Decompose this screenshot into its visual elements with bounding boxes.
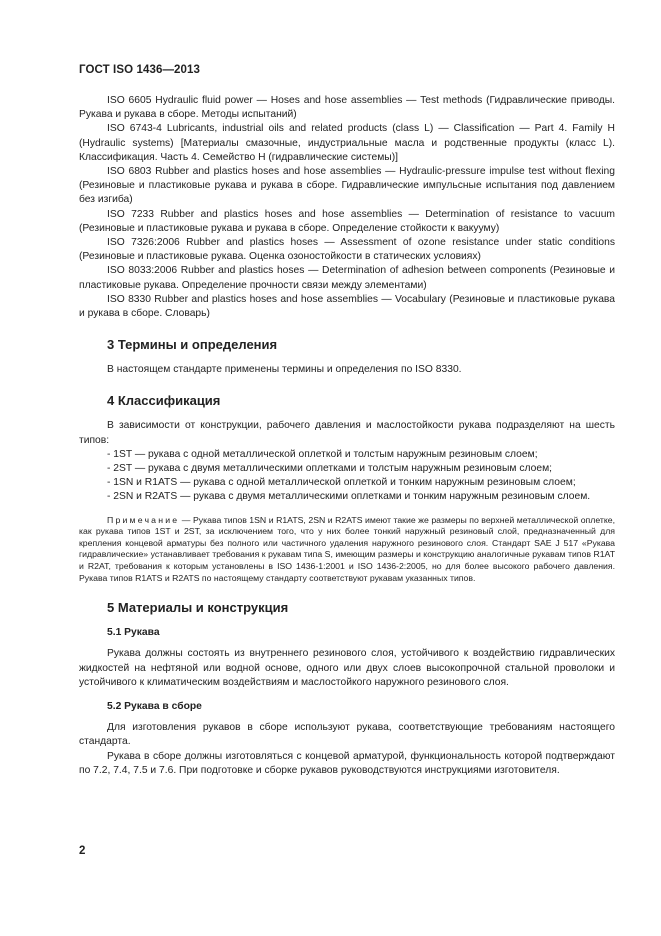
reference-item: ISO 7233 Rubber and plastics hoses and hose assemblies — Determination of resistance to vacuum (Резиновые и пластиковые рукава и рукава в сборе. Определение стойкости к вакууму) xyxy=(79,208,615,234)
note-text: — Рукава типов 1SN и R1ATS, 2SN и R2ATS имеют такие же размеры по верхней металлической оплетке, как рукава типов 1ST и 2ST, за исключением того, что у них более тонкий наружный резиновый слой, предназначенный для крепления концевой арматуры без полного или частичного удаления наружного резинового слоя. Стандарт SAE J 517 «Рукава гидравлические» устанавливает требования к рукавам типа S, имеющим размеры и конструкцию аналогичные рукавам типов R1AT и R2AT, требования к которым установлены в ISO 1436-1:2001 и ISO 1436-2:2005, но для более высокого рабочего давления. Рукава типов R1ATS и R2ATS по настоящему стандарту соответствуют рукавам указанных типов. xyxy=(79,514,615,583)
section-4-intro: В зависимости от конструкции, рабочего давления и маслостойкости рукава подразделяют на шесть типов: xyxy=(79,420,615,446)
page-number: 2 xyxy=(79,845,86,857)
classification-item: - 2SN и R2ATS — рукава с двумя металлическими оплетками и тонким наружным резиновым слоем. xyxy=(107,491,591,503)
reference-item: ISO 6743-4 Lubricants, industrial oils and related products (class L) — Classification — Part 4. Family H (Hydraulic systems) [Материалы смазочные, индустриальные масла и родственные продукты (класс L). Классификация. Часть 4. Семейство H (гидравлические системы)] xyxy=(79,123,615,163)
section-4-note xyxy=(79,515,615,585)
subsection-5-1-text: Рукава должны состоять из внутреннего резинового слоя, устойчивого к воздействию гидравлических жидкостей на нефтяной или водной основе, одного или двух слоев высокопрочной стальной проволоки и устойчивого к климатическим воздействиям и маслостойкого наружного резинового слоя. xyxy=(79,648,615,688)
classification-item: - 1SN и R1ATS — рукава с одной металлической оплеткой и тонким наружным резиновым слоем; xyxy=(107,477,576,489)
reference-item: ISO 6803 Rubber and plastics hoses and hose assemblies — Hydraulic-pressure impulse test without flexing (Резиновые и пластиковые рукава и рукава в сборе. Гидравлические импульсные испытания под давлением без изгиба) xyxy=(79,166,615,206)
reference-item: ISO 8330 Rubber and plastics hoses and hose assemblies — Vocabulary (Резиновые и пластиковые рукава и рукава в сборе. Словарь) xyxy=(79,293,615,320)
subsection-5-1-heading: 5.1 Рукава xyxy=(107,627,160,639)
section-4-heading: 4 Классификация xyxy=(107,393,221,409)
subsection-5-2-text: Рукава в сборе должны изготовляться с концевой арматурой, функциональность которой подтверждают по 7.2, 7.4, 7.5 и 7.6. При подготовке и сборке рукавов руководствуются инструкциями изготовителя. xyxy=(79,750,615,776)
section-3-heading: 3 Термины и определения xyxy=(107,337,278,353)
subsection-5-2-text: Для изготовления рукавов в сборе используют рукава, соответствующие требованиям настоящего стандарта. xyxy=(79,722,615,748)
section-3-text: В настоящем стандарте применены термины и определения по ISO 8330. xyxy=(107,364,462,376)
subsection-5-2-heading: 5.2 Рукава в сборе xyxy=(107,701,202,713)
document-header: ГОСТ ISO 1436—2013 xyxy=(79,64,201,76)
reference-item: ISO 8033:2006 Rubber and plastics hoses — Determination of adhesion between components (Резиновые и пластиковые рукава. Определение прочности связи между элементами) xyxy=(79,265,615,291)
classification-item: - 1ST — рукава с одной металлической оплеткой и толстым наружным резиновым слоем; xyxy=(107,448,538,460)
reference-item: ISO 7326:2006 Rubber and plastics hoses — Assessment of ozone resistance under static conditions (Резиновые и пластиковые рукава. Оценка озоностойкости в статических условиях) xyxy=(79,237,615,263)
section-5-heading: 5 Материалы и конструкция xyxy=(107,600,289,616)
document-body xyxy=(79,94,615,778)
reference-item: ISO 6605 Hydraulic fluid power — Hoses and hose assemblies — Test methods (Гидравлические приводы. Рукава и рукава в сборе. Методы испытаний) xyxy=(79,95,615,121)
classification-item: - 2ST — рукава с двумя металлическими оплетками и толстым наружным резиновым слоем; xyxy=(107,463,553,475)
note-label: Примечание xyxy=(107,514,180,525)
